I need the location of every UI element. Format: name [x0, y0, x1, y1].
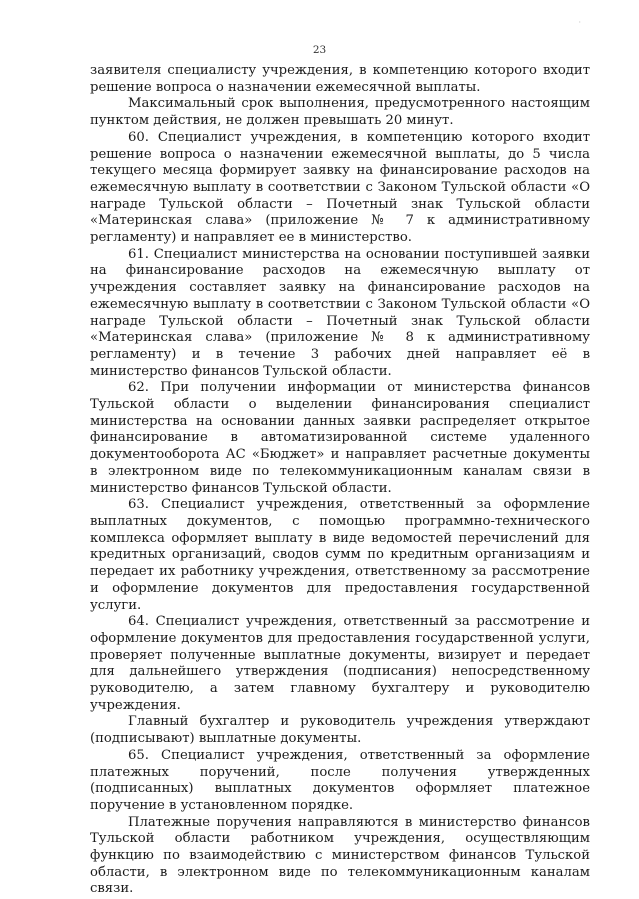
paragraph-payment-orders: Платежные поручения направляются в министерство финансов Тульской области работником учреждения, осуществляющим функцию по взаимодействию с министерством финансов Тульской области, в электронном виде по телекоммуникационным каналам связи. — [90, 814, 590, 897]
body-text — [90, 63, 590, 898]
paragraph-60: 60. Специалист учреждения, в компетенцию которого входит решение вопроса о назначении ежемесячной выплаты, до 5 числа текущего месяца формирует заявку на финансирование расходов на ежемесячную выплату в соответствии с Законом Тульской области «О награде Тульской области – Почетный знак Тульской области «Материнская слава» (приложение № 7 к административному регламенту) и направляет ее в министерство. — [90, 129, 590, 246]
paragraph-63: 63. Специалист учреждения, ответственный за оформление выплатных документов, с помощью программно-технического комплекса оформляет выплату в виде ведомостей перечислений для кредитных организаций, сводов сумм по кредитным организациям и передает их работнику учреждения, ответственному за рассмотрение и оформление документов для предоставления государственной услуги. — [90, 497, 590, 613]
corner-mark: · — [578, 18, 581, 27]
paragraph-61: 61. Специалист министерства на основании поступившей заявки на финансирование расходов на ежемесячную выплату от учреждения составляет заявку на финансирование расходов на ежемесячную выплату в соответствии с Законом Тульской области «О награде Тульской области – Почетный знак Тульской области «Материнская слава» (приложение № 8 к административному регламенту) и в течение 3 рабочих дней направляет её в министерство финансов Тульской области. — [90, 246, 590, 379]
paragraph-approval: Главный бухгалтер и руководитель учреждения утверждают (подписывают) выплатные документы. — [90, 714, 590, 747]
paragraph-continuation: заявителя специалисту учреждения, в компетенцию которого входит решение вопроса о назначении ежемесячной выплаты. — [90, 63, 590, 95]
paragraph-65: 65. Специалист учреждения, ответственный за оформление платежных поручений, после получения утвержденных (подписанных) выплатных документов оформляет платежное поручение в установленном порядке. — [90, 747, 590, 813]
page-number: 23 — [312, 44, 327, 56]
paragraph-64: 64. Специалист учреждения, ответственный за рассмотрение и оформление документов для предоставления государственной услуги, проверяет полученные выплатные документы, визирует и передает для дальнейшего утверждения (подписания) непосредственному руководителю, а затем главному бухгалтеру и руководителю учреждения. — [90, 614, 590, 713]
paragraph-62: 62. При получении информации от министерства финансов Тульской области о выделении финансирования специалист министерства на основании данных заявки распределяет открытое финансирование в автоматизированной системе удаленного документооборота АС «Бюджет» и направляет расчетные документы в электронном виде по телекоммуникационным каналам связи в министерство финансов Тульской области. — [90, 380, 590, 496]
paragraph-max-duration: Максимальный срок выполнения, предусмотренного настоящим пунктом действия, не должен превышать 20 минут. — [90, 96, 590, 129]
